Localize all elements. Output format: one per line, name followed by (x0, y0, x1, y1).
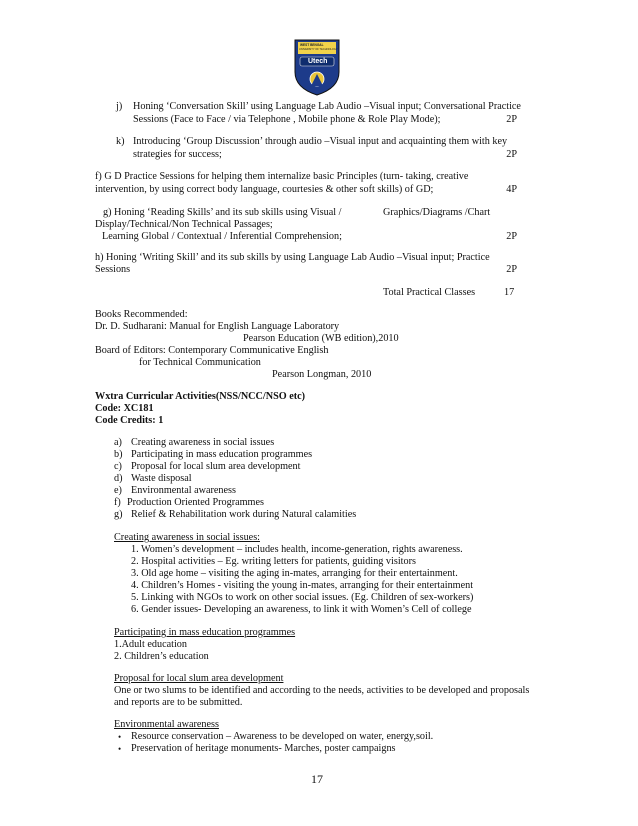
item-k-line1: Introducing ‘Group Discussion’ through audio –Visual input and acquainting them with key (133, 136, 508, 147)
activity-item: Relief & Rehabilitation work during Natural calamities (131, 509, 357, 520)
books-heading: Books Recommended: (95, 309, 188, 320)
university-logo (291, 38, 343, 96)
activity-item: Environmental awareness (131, 485, 236, 496)
book-2-publisher: Pearson Longman, 2010 (272, 369, 372, 380)
course-credits: Code Credits: 1 (95, 415, 164, 426)
mass-item: 2. Children’s education (114, 651, 209, 662)
item-h-line1: h) Honing ‘Writing Skill’ and its sub skills by using Language Lab Audio –Visual input; Practice (95, 252, 490, 263)
item-h-points: 2P (506, 264, 517, 275)
env-item: Resource conservation – Awareness to be developed on water, energy,soil. (131, 731, 434, 742)
slum-line1: One or two slums to be identified and according to the needs, activities to be developed and proposals (114, 685, 530, 696)
mass-item: 1.Adult education (114, 639, 187, 650)
course-code: Code: XC181 (95, 403, 154, 414)
bullet-icon: • (118, 744, 122, 754)
item-g-line3: Learning Global / Contextual / Inferential Comprehension; (102, 231, 342, 242)
item-j-line2: Sessions (Face to Face / via Telephone , Mobile phone & Role Play Mode); (133, 114, 441, 125)
total-practical-label: Total Practical Classes (383, 287, 476, 298)
item-j-line1: Honing ‘Conversation Skill’ using Language Lab Audio –Visual input; Conversational Practice (133, 101, 521, 112)
social-item: 1. Women’s development – includes health, income-generation, rights awareness. (131, 544, 463, 555)
slum-line2: and reports are to be submitted. (114, 697, 243, 708)
social-item: 3. Old age home – visiting the aging in-mates, arranging for their entertainment. (131, 568, 458, 579)
logo-text-line1: WEST BENGAL (300, 43, 324, 47)
activity-item: Creating awareness in social issues (131, 437, 275, 448)
book-1: Dr. D. Sudharani: Manual for English Language Laboratory (95, 321, 340, 332)
item-g-line2: Display/Technical/Non Technical Passages; (95, 219, 273, 230)
activity-marker: c) (114, 461, 122, 472)
item-f-line1: f) G D Practice Sessions for helping them internalize basic Principles (turn- taking, creative (95, 171, 469, 182)
env-item: Preservation of heritage monuments- Marches, poster campaigns (131, 743, 396, 754)
activity-marker: d) (114, 473, 123, 484)
page-number: 17 (311, 772, 323, 786)
course-title: Wxtra Curricular Activities(NSS/NCC/NSO etc) (95, 391, 306, 402)
item-k-marker: k) (116, 136, 125, 147)
activity-item: Waste disposal (131, 473, 192, 484)
activity-marker: e) (114, 485, 122, 496)
social-item: 4. Children’s Homes - visiting the young in-mates, arranging for their entertainment (131, 580, 474, 591)
item-k-line2: strategies for success; (133, 149, 222, 160)
item-k-points: 2P (506, 149, 517, 160)
social-item: 6. Gender issues- Developing an awareness, to link it with Women’s Cell of college (131, 604, 472, 615)
activity-marker: g) (114, 509, 123, 520)
item-g-line1a: g) Honing ‘Reading Skills’ and its sub skills using Visual / (103, 207, 342, 218)
book-2: Board of Editors: Contemporary Communicative English (95, 345, 329, 356)
item-j-points: 2P (506, 114, 517, 125)
social-heading: Creating awareness in social issues: (114, 532, 260, 543)
item-f-points: 4P (506, 184, 517, 195)
logo-text-line2: UNIVERSITY OF TECHNOLOGY (299, 48, 338, 51)
item-f-line2: intervention, by using correct body language, courtesies & other soft skills) of GD; (95, 184, 434, 195)
social-item: 5. Linking with NGOs to work on other social issues. (Eg. Children of sex-workers) (131, 592, 474, 603)
book-2-continued: for Technical Communication (139, 357, 261, 368)
logo-badge: Utech (308, 58, 328, 65)
item-g-points: 2P (506, 231, 517, 242)
activity-item: Participating in mass education programmes (131, 449, 313, 460)
item-g-line1b: Graphics/Diagrams /Chart (383, 207, 491, 218)
slum-heading: Proposal for local slum area development (114, 673, 284, 684)
social-item: 2. Hospital activities – Eg. writing letters for patients, guiding visitors (131, 556, 416, 567)
activity-marker: b) (114, 449, 123, 460)
activity-marker: a) (114, 437, 122, 448)
item-j-marker: j) (116, 101, 123, 112)
total-practical-value: 17 (504, 287, 515, 298)
env-heading: Environmental awareness (114, 719, 219, 730)
book-1-publisher: Pearson Education (WB edition),2010 (243, 333, 399, 344)
mass-heading: Participating in mass education programmes (114, 627, 296, 638)
activity-item: Proposal for local slum area development (131, 461, 301, 472)
activity-marker: f) (114, 497, 121, 508)
bullet-icon: • (118, 732, 122, 742)
activity-item: Production Oriented Programmes (127, 497, 264, 508)
item-h-line2: Sessions (95, 264, 131, 275)
